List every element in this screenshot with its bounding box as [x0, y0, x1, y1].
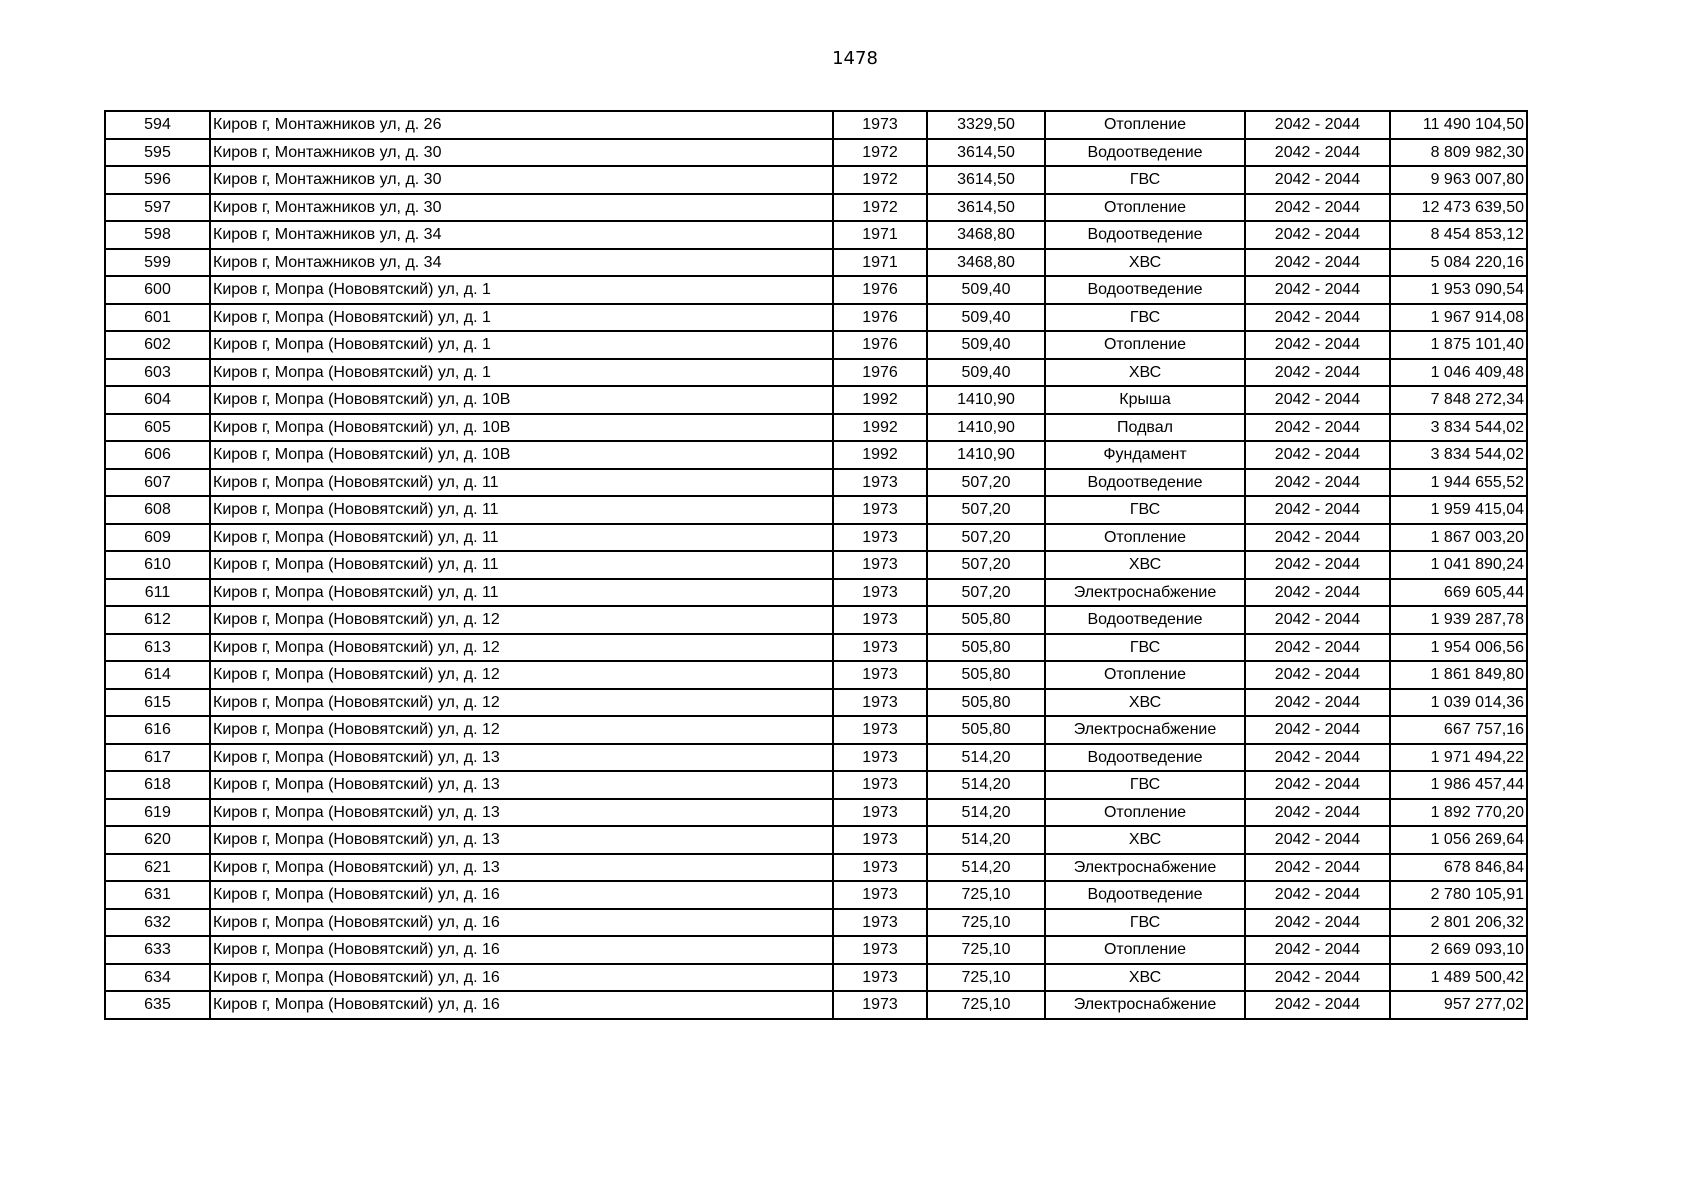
- area-cell: 505,80: [927, 634, 1045, 662]
- area-cell: 725,10: [927, 964, 1045, 992]
- table-row: [105, 661, 1527, 689]
- table-row: [105, 606, 1527, 634]
- row-number-cell: 597: [105, 194, 210, 222]
- work-type-cell: ГВС: [1045, 304, 1245, 332]
- table-row: [105, 496, 1527, 524]
- work-type-cell: ХВС: [1045, 689, 1245, 717]
- period-cell: 2042 - 2044: [1245, 469, 1390, 497]
- table-row: [105, 771, 1527, 799]
- period-cell: 2042 - 2044: [1245, 111, 1390, 139]
- address-cell: Киров г, Мопра (Нововятский) ул, д. 12: [210, 689, 833, 717]
- work-type-cell: Водоотведение: [1045, 221, 1245, 249]
- table-row: [105, 524, 1527, 552]
- cost-cell: 12 473 639,50: [1390, 194, 1527, 222]
- address-cell: Киров г, Мопра (Нововятский) ул, д. 11: [210, 469, 833, 497]
- period-cell: 2042 - 2044: [1245, 634, 1390, 662]
- address-cell: Киров г, Мопра (Нововятский) ул, д. 13: [210, 854, 833, 882]
- cost-cell: 1 939 287,78: [1390, 606, 1527, 634]
- area-cell: 505,80: [927, 606, 1045, 634]
- area-cell: 514,20: [927, 771, 1045, 799]
- row-number-cell: 610: [105, 551, 210, 579]
- address-cell: Киров г, Мопра (Нововятский) ул, д. 1: [210, 359, 833, 387]
- table-row: [105, 689, 1527, 717]
- work-type-cell: Водоотведение: [1045, 606, 1245, 634]
- row-number-cell: 632: [105, 909, 210, 937]
- work-type-cell: ХВС: [1045, 359, 1245, 387]
- area-cell: 1410,90: [927, 414, 1045, 442]
- row-number-cell: 599: [105, 249, 210, 277]
- table-row: [105, 799, 1527, 827]
- cost-cell: 1 892 770,20: [1390, 799, 1527, 827]
- period-cell: 2042 - 2044: [1245, 909, 1390, 937]
- cost-cell: 3 834 544,02: [1390, 414, 1527, 442]
- page-number: 1478: [832, 48, 878, 69]
- cost-cell: 678 846,84: [1390, 854, 1527, 882]
- build-year-cell: 1973: [833, 936, 927, 964]
- work-type-cell: Водоотведение: [1045, 276, 1245, 304]
- row-number-cell: 607: [105, 469, 210, 497]
- table-row: [105, 881, 1527, 909]
- work-type-cell: Крыша: [1045, 386, 1245, 414]
- work-type-cell: ГВС: [1045, 166, 1245, 194]
- area-cell: 509,40: [927, 276, 1045, 304]
- work-type-cell: ГВС: [1045, 909, 1245, 937]
- period-cell: 2042 - 2044: [1245, 716, 1390, 744]
- row-number-cell: 631: [105, 881, 210, 909]
- area-cell: 507,20: [927, 496, 1045, 524]
- row-number-cell: 601: [105, 304, 210, 332]
- table-row: [105, 551, 1527, 579]
- address-cell: Киров г, Монтажников ул, д. 30: [210, 139, 833, 167]
- period-cell: 2042 - 2044: [1245, 249, 1390, 277]
- registry-table: [104, 110, 1528, 1020]
- period-cell: 2042 - 2044: [1245, 826, 1390, 854]
- work-type-cell: ГВС: [1045, 634, 1245, 662]
- build-year-cell: 1973: [833, 991, 927, 1019]
- address-cell: Киров г, Монтажников ул, д. 34: [210, 249, 833, 277]
- build-year-cell: 1992: [833, 386, 927, 414]
- build-year-cell: 1992: [833, 441, 927, 469]
- table-row: [105, 359, 1527, 387]
- period-cell: 2042 - 2044: [1245, 524, 1390, 552]
- work-type-cell: Подвал: [1045, 414, 1245, 442]
- row-number-cell: 614: [105, 661, 210, 689]
- table-row: [105, 634, 1527, 662]
- table-row: [105, 826, 1527, 854]
- cost-cell: 1 489 500,42: [1390, 964, 1527, 992]
- row-number-cell: 603: [105, 359, 210, 387]
- cost-cell: 1 959 415,04: [1390, 496, 1527, 524]
- build-year-cell: 1973: [833, 496, 927, 524]
- address-cell: Киров г, Мопра (Нововятский) ул, д. 13: [210, 771, 833, 799]
- work-type-cell: Отопление: [1045, 111, 1245, 139]
- work-type-cell: Отопление: [1045, 661, 1245, 689]
- period-cell: 2042 - 2044: [1245, 551, 1390, 579]
- work-type-cell: ХВС: [1045, 964, 1245, 992]
- cost-cell: 3 834 544,02: [1390, 441, 1527, 469]
- build-year-cell: 1976: [833, 331, 927, 359]
- row-number-cell: 621: [105, 854, 210, 882]
- work-type-cell: Электроснабжение: [1045, 991, 1245, 1019]
- address-cell: Киров г, Мопра (Нововятский) ул, д. 1: [210, 331, 833, 359]
- table-row: [105, 936, 1527, 964]
- cost-cell: 1 971 494,22: [1390, 744, 1527, 772]
- row-number-cell: 620: [105, 826, 210, 854]
- work-type-cell: Отопление: [1045, 936, 1245, 964]
- address-cell: Киров г, Мопра (Нововятский) ул, д. 16: [210, 936, 833, 964]
- area-cell: 505,80: [927, 716, 1045, 744]
- cost-cell: 667 757,16: [1390, 716, 1527, 744]
- cost-cell: 1 954 006,56: [1390, 634, 1527, 662]
- cost-cell: 1 986 457,44: [1390, 771, 1527, 799]
- area-cell: 3329,50: [927, 111, 1045, 139]
- row-number-cell: 633: [105, 936, 210, 964]
- build-year-cell: 1973: [833, 854, 927, 882]
- area-cell: 725,10: [927, 881, 1045, 909]
- build-year-cell: 1973: [833, 634, 927, 662]
- row-number-cell: 604: [105, 386, 210, 414]
- cost-cell: 669 605,44: [1390, 579, 1527, 607]
- table-row: [105, 964, 1527, 992]
- table-row: [105, 111, 1527, 139]
- table-row: [105, 414, 1527, 442]
- table-row: [105, 386, 1527, 414]
- table-row: [105, 304, 1527, 332]
- period-cell: 2042 - 2044: [1245, 661, 1390, 689]
- period-cell: 2042 - 2044: [1245, 166, 1390, 194]
- period-cell: 2042 - 2044: [1245, 771, 1390, 799]
- area-cell: 725,10: [927, 909, 1045, 937]
- cost-cell: 1 046 409,48: [1390, 359, 1527, 387]
- build-year-cell: 1973: [833, 881, 927, 909]
- work-type-cell: Отопление: [1045, 524, 1245, 552]
- area-cell: 3468,80: [927, 221, 1045, 249]
- build-year-cell: 1973: [833, 661, 927, 689]
- address-cell: Киров г, Мопра (Нововятский) ул, д. 12: [210, 634, 833, 662]
- work-type-cell: Отопление: [1045, 331, 1245, 359]
- address-cell: Киров г, Мопра (Нововятский) ул, д. 12: [210, 716, 833, 744]
- area-cell: 507,20: [927, 469, 1045, 497]
- build-year-cell: 1973: [833, 111, 927, 139]
- work-type-cell: Водоотведение: [1045, 469, 1245, 497]
- build-year-cell: 1973: [833, 771, 927, 799]
- period-cell: 2042 - 2044: [1245, 139, 1390, 167]
- table-row: [105, 579, 1527, 607]
- area-cell: 509,40: [927, 359, 1045, 387]
- build-year-cell: 1973: [833, 799, 927, 827]
- cost-cell: 8 809 982,30: [1390, 139, 1527, 167]
- build-year-cell: 1976: [833, 276, 927, 304]
- period-cell: 2042 - 2044: [1245, 496, 1390, 524]
- cost-cell: 11 490 104,50: [1390, 111, 1527, 139]
- cost-cell: 5 084 220,16: [1390, 249, 1527, 277]
- address-cell: Киров г, Мопра (Нововятский) ул, д. 11: [210, 524, 833, 552]
- build-year-cell: 1973: [833, 909, 927, 937]
- address-cell: Киров г, Мопра (Нововятский) ул, д. 12: [210, 661, 833, 689]
- cost-cell: 1 953 090,54: [1390, 276, 1527, 304]
- period-cell: 2042 - 2044: [1245, 854, 1390, 882]
- row-number-cell: 618: [105, 771, 210, 799]
- row-number-cell: 594: [105, 111, 210, 139]
- work-type-cell: Электроснабжение: [1045, 716, 1245, 744]
- build-year-cell: 1972: [833, 139, 927, 167]
- area-cell: 507,20: [927, 524, 1045, 552]
- cost-cell: 1 056 269,64: [1390, 826, 1527, 854]
- period-cell: 2042 - 2044: [1245, 386, 1390, 414]
- period-cell: 2042 - 2044: [1245, 936, 1390, 964]
- address-cell: Киров г, Монтажников ул, д. 34: [210, 221, 833, 249]
- cost-cell: 2 801 206,32: [1390, 909, 1527, 937]
- row-number-cell: 634: [105, 964, 210, 992]
- area-cell: 3614,50: [927, 166, 1045, 194]
- build-year-cell: 1976: [833, 304, 927, 332]
- address-cell: Киров г, Мопра (Нововятский) ул, д. 11: [210, 496, 833, 524]
- build-year-cell: 1971: [833, 221, 927, 249]
- address-cell: Киров г, Мопра (Нововятский) ул, д. 13: [210, 826, 833, 854]
- table-row: [105, 909, 1527, 937]
- work-type-cell: Отопление: [1045, 194, 1245, 222]
- area-cell: 509,40: [927, 331, 1045, 359]
- address-cell: Киров г, Монтажников ул, д. 30: [210, 166, 833, 194]
- work-type-cell: Электроснабжение: [1045, 579, 1245, 607]
- work-type-cell: Электроснабжение: [1045, 854, 1245, 882]
- build-year-cell: 1973: [833, 469, 927, 497]
- area-cell: 3614,50: [927, 194, 1045, 222]
- period-cell: 2042 - 2044: [1245, 744, 1390, 772]
- table-row: [105, 194, 1527, 222]
- period-cell: 2042 - 2044: [1245, 221, 1390, 249]
- table-row: [105, 744, 1527, 772]
- work-type-cell: Водоотведение: [1045, 139, 1245, 167]
- work-type-cell: Фундамент: [1045, 441, 1245, 469]
- row-number-cell: 611: [105, 579, 210, 607]
- row-number-cell: 598: [105, 221, 210, 249]
- cost-cell: 1 039 014,36: [1390, 689, 1527, 717]
- area-cell: 3468,80: [927, 249, 1045, 277]
- work-type-cell: ХВС: [1045, 249, 1245, 277]
- table-row: [105, 221, 1527, 249]
- registry-body: [105, 111, 1527, 1019]
- address-cell: Киров г, Мопра (Нововятский) ул, д. 10В: [210, 441, 833, 469]
- build-year-cell: 1973: [833, 744, 927, 772]
- row-number-cell: 602: [105, 331, 210, 359]
- build-year-cell: 1973: [833, 716, 927, 744]
- area-cell: 509,40: [927, 304, 1045, 332]
- build-year-cell: 1973: [833, 606, 927, 634]
- row-number-cell: 596: [105, 166, 210, 194]
- build-year-cell: 1973: [833, 524, 927, 552]
- address-cell: Киров г, Мопра (Нововятский) ул, д. 16: [210, 964, 833, 992]
- row-number-cell: 615: [105, 689, 210, 717]
- area-cell: 514,20: [927, 854, 1045, 882]
- row-number-cell: 605: [105, 414, 210, 442]
- table-row: [105, 276, 1527, 304]
- cost-cell: 1 861 849,80: [1390, 661, 1527, 689]
- work-type-cell: Водоотведение: [1045, 744, 1245, 772]
- address-cell: Киров г, Мопра (Нововятский) ул, д. 10В: [210, 386, 833, 414]
- cost-cell: 1 867 003,20: [1390, 524, 1527, 552]
- period-cell: 2042 - 2044: [1245, 799, 1390, 827]
- row-number-cell: 606: [105, 441, 210, 469]
- row-number-cell: 613: [105, 634, 210, 662]
- row-number-cell: 608: [105, 496, 210, 524]
- period-cell: 2042 - 2044: [1245, 441, 1390, 469]
- cost-cell: 2 780 105,91: [1390, 881, 1527, 909]
- row-number-cell: 600: [105, 276, 210, 304]
- build-year-cell: 1973: [833, 551, 927, 579]
- row-number-cell: 635: [105, 991, 210, 1019]
- address-cell: Киров г, Мопра (Нововятский) ул, д. 11: [210, 551, 833, 579]
- row-number-cell: 619: [105, 799, 210, 827]
- work-type-cell: ГВС: [1045, 496, 1245, 524]
- address-cell: Киров г, Мопра (Нововятский) ул, д. 1: [210, 304, 833, 332]
- period-cell: 2042 - 2044: [1245, 194, 1390, 222]
- area-cell: 514,20: [927, 826, 1045, 854]
- table-row: [105, 441, 1527, 469]
- period-cell: 2042 - 2044: [1245, 304, 1390, 332]
- period-cell: 2042 - 2044: [1245, 991, 1390, 1019]
- period-cell: 2042 - 2044: [1245, 689, 1390, 717]
- work-type-cell: ГВС: [1045, 771, 1245, 799]
- area-cell: 725,10: [927, 991, 1045, 1019]
- address-cell: Киров г, Монтажников ул, д. 30: [210, 194, 833, 222]
- area-cell: 725,10: [927, 936, 1045, 964]
- build-year-cell: 1972: [833, 194, 927, 222]
- cost-cell: 1 041 890,24: [1390, 551, 1527, 579]
- cost-cell: 1 875 101,40: [1390, 331, 1527, 359]
- period-cell: 2042 - 2044: [1245, 606, 1390, 634]
- table-row: [105, 991, 1527, 1019]
- address-cell: Киров г, Мопра (Нововятский) ул, д. 13: [210, 744, 833, 772]
- row-number-cell: 616: [105, 716, 210, 744]
- row-number-cell: 595: [105, 139, 210, 167]
- period-cell: 2042 - 2044: [1245, 359, 1390, 387]
- cost-cell: 8 454 853,12: [1390, 221, 1527, 249]
- cost-cell: 1 967 914,08: [1390, 304, 1527, 332]
- address-cell: Киров г, Мопра (Нововятский) ул, д. 16: [210, 909, 833, 937]
- address-cell: Киров г, Мопра (Нововятский) ул, д. 12: [210, 606, 833, 634]
- area-cell: 514,20: [927, 744, 1045, 772]
- period-cell: 2042 - 2044: [1245, 276, 1390, 304]
- cost-cell: 957 277,02: [1390, 991, 1527, 1019]
- build-year-cell: 1973: [833, 689, 927, 717]
- period-cell: 2042 - 2044: [1245, 964, 1390, 992]
- table-row: [105, 166, 1527, 194]
- period-cell: 2042 - 2044: [1245, 414, 1390, 442]
- table-row: [105, 139, 1527, 167]
- table-row: [105, 469, 1527, 497]
- area-cell: 3614,50: [927, 139, 1045, 167]
- table-row: [105, 249, 1527, 277]
- address-cell: Киров г, Мопра (Нововятский) ул, д. 13: [210, 799, 833, 827]
- area-cell: 505,80: [927, 689, 1045, 717]
- table-row: [105, 854, 1527, 882]
- build-year-cell: 1972: [833, 166, 927, 194]
- work-type-cell: Водоотведение: [1045, 881, 1245, 909]
- area-cell: 514,20: [927, 799, 1045, 827]
- work-type-cell: ХВС: [1045, 551, 1245, 579]
- address-cell: Киров г, Мопра (Нововятский) ул, д. 16: [210, 881, 833, 909]
- row-number-cell: 617: [105, 744, 210, 772]
- address-cell: Киров г, Мопра (Нововятский) ул, д. 16: [210, 991, 833, 1019]
- build-year-cell: 1976: [833, 359, 927, 387]
- work-type-cell: Отопление: [1045, 799, 1245, 827]
- area-cell: 1410,90: [927, 441, 1045, 469]
- cost-cell: 1 944 655,52: [1390, 469, 1527, 497]
- build-year-cell: 1992: [833, 414, 927, 442]
- address-cell: Киров г, Мопра (Нововятский) ул, д. 1: [210, 276, 833, 304]
- build-year-cell: 1973: [833, 964, 927, 992]
- build-year-cell: 1973: [833, 579, 927, 607]
- table-row: [105, 716, 1527, 744]
- address-cell: Киров г, Мопра (Нововятский) ул, д. 11: [210, 579, 833, 607]
- row-number-cell: 612: [105, 606, 210, 634]
- cost-cell: 2 669 093,10: [1390, 936, 1527, 964]
- cost-cell: 9 963 007,80: [1390, 166, 1527, 194]
- row-number-cell: 609: [105, 524, 210, 552]
- area-cell: 505,80: [927, 661, 1045, 689]
- address-cell: Киров г, Мопра (Нововятский) ул, д. 10В: [210, 414, 833, 442]
- table-row: [105, 331, 1527, 359]
- period-cell: 2042 - 2044: [1245, 579, 1390, 607]
- period-cell: 2042 - 2044: [1245, 331, 1390, 359]
- address-cell: Киров г, Монтажников ул, д. 26: [210, 111, 833, 139]
- area-cell: 1410,90: [927, 386, 1045, 414]
- build-year-cell: 1973: [833, 826, 927, 854]
- work-type-cell: ХВС: [1045, 826, 1245, 854]
- period-cell: 2042 - 2044: [1245, 881, 1390, 909]
- cost-cell: 7 848 272,34: [1390, 386, 1527, 414]
- area-cell: 507,20: [927, 551, 1045, 579]
- build-year-cell: 1971: [833, 249, 927, 277]
- area-cell: 507,20: [927, 579, 1045, 607]
